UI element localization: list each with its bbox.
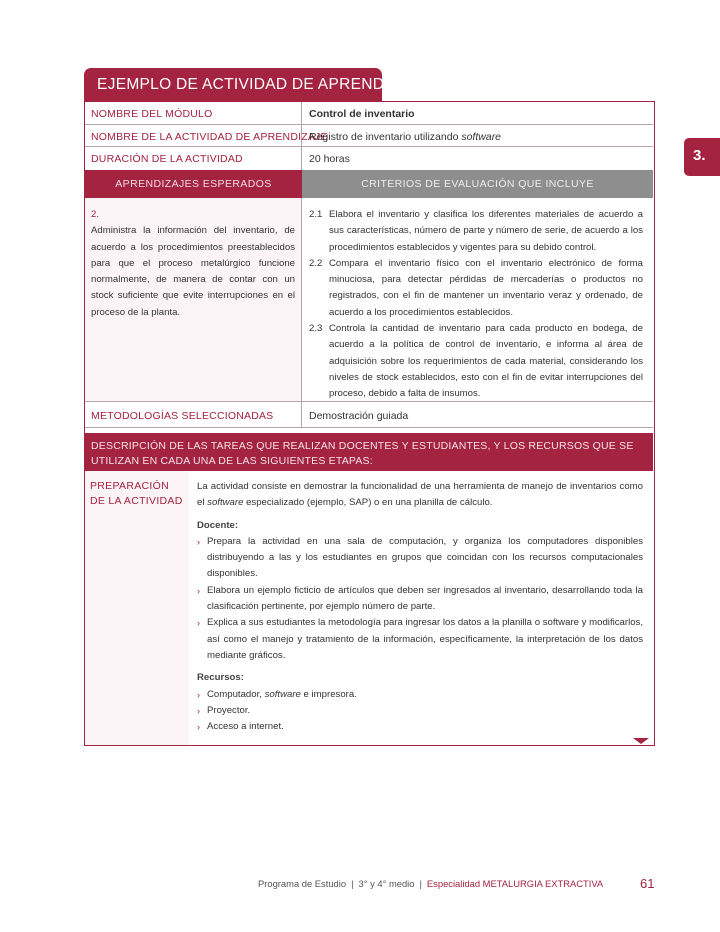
row-activity-name — [85, 125, 653, 147]
header-evaluation-criteria: CRITERIOS DE EVALUACIÓN QUE INCLUYE — [302, 170, 653, 198]
methodology-label: METODOLOGÍAS SELECCIONADAS — [85, 402, 302, 427]
preparation-intro — [197, 479, 643, 512]
methodology-value: Demostración guiada — [309, 410, 409, 422]
criterion-number: 2.2 — [309, 257, 323, 269]
bullet-icon: › — [197, 585, 200, 596]
footer-separator: | — [419, 878, 422, 889]
page-footer — [258, 878, 658, 894]
row-module-name — [85, 102, 653, 125]
criterion-item — [309, 256, 643, 321]
docente-item-text: Prepara la actividad en una sala de computación, y organiza los computadores disponibles distribuyendo a las y los estudiantes en grupos que coincidan con los recursos computacionales disponibles. — [207, 535, 643, 580]
preparation-content — [189, 471, 653, 745]
recurso-text: Computador, — [207, 688, 265, 700]
activity-table — [84, 101, 655, 746]
recurso-item — [197, 719, 643, 735]
page-number: 61 — [640, 876, 655, 891]
module-name-value: Control de inventario — [309, 108, 415, 120]
criteria-list — [302, 198, 653, 401]
intro-italic: software — [207, 497, 244, 509]
docente-item — [197, 534, 643, 583]
docente-item — [197, 583, 643, 616]
recursos-title: Recursos: — [197, 672, 244, 684]
continue-triangle-icon — [633, 738, 649, 744]
recurso-item-text — [207, 687, 643, 703]
activity-name-text: Registro de inventario utilizando — [309, 131, 462, 143]
recurso-item-text: Proyector. — [207, 704, 251, 716]
header-learning-outcomes: APRENDIZAJES ESPERADOS — [85, 170, 302, 198]
intro-text-end: especializado (ejemplo, SAP) o en una planilla de cálculo. — [243, 497, 493, 509]
recurso-italic: software — [264, 688, 301, 700]
activity-name-italic: software — [461, 131, 502, 143]
criterion-number: 2.3 — [309, 323, 323, 335]
activity-name-value — [302, 125, 653, 146]
bullet-icon: › — [197, 722, 200, 733]
row-methodology — [85, 402, 653, 428]
preparation-label: PREPARACIÓN DE LA ACTIVIDAD — [85, 471, 189, 745]
criterion-text: Elabora el inventario y clasifica los diferentes materiales de acuerdo a sus características, número de parte y número de serie, de acuerdo a los procedimientos establecidos y vigentes para su debido control. — [329, 209, 643, 253]
criterion-item — [309, 321, 643, 402]
activity-title: EJEMPLO DE ACTIVIDAD DE APRENDIZAJE — [84, 68, 382, 102]
section-headers — [85, 170, 653, 198]
learning-content-row — [85, 198, 653, 402]
bullet-icon: › — [197, 705, 200, 716]
recurso-text-end: e impresora. — [300, 688, 357, 700]
docente-title: Docente: — [197, 519, 239, 531]
learning-outcome-text: Administra la información del inventario, de acuerdo a los procedimientos preestablecidos para que el proceso metalúrgico funcione normalmente, de manera de contar con un stock suficiente que evite interrupciones en el proceso de la planta. — [91, 225, 295, 318]
tasks-description-header: DESCRIPCIÓN DE LAS TAREAS QUE REALIZAN DOCENTES Y ESTUDIANTES, Y LOS RECURSOS QUE SE UTILIZAN EN CADA UNA DE LAS SIGUIENTES ETAPAS: — [85, 433, 653, 471]
docente-item — [197, 615, 643, 664]
row-duration — [85, 147, 653, 170]
duration-label: DURACIÓN DE LA ACTIVIDAD — [85, 147, 302, 170]
bullet-icon: › — [197, 536, 200, 547]
criterion-item — [309, 207, 643, 256]
footer-separator: | — [351, 878, 354, 889]
module-name-label: NOMBRE DEL MÓDULO — [85, 102, 302, 124]
duration-value: 20 horas — [309, 153, 350, 165]
bullet-icon: › — [197, 618, 200, 629]
footer-level: 3° y 4° medio — [358, 878, 415, 889]
learning-outcome-number: 2. — [91, 209, 100, 220]
docente-item-text: Explica a sus estudiantes la metodología para ingresar los datos a la planilla o software y modificarlos, así como el manejo y tratamiento de la información, específicamente, la interpretación de los datos mediante gráficos. — [207, 617, 643, 661]
preparation-row — [85, 471, 653, 745]
chapter-tab: 3. — [684, 138, 720, 176]
bullet-icon: › — [197, 689, 200, 700]
criterion-number: 2.1 — [309, 209, 323, 220]
recurso-item — [197, 687, 643, 703]
activity-name-label: NOMBRE DE LA ACTIVIDAD DE APRENDIZAJE — [85, 125, 302, 146]
docente-item-text: Elabora un ejemplo ficticio de artículos que deben ser ingresados al inventario, desarrollando toda la clasificación pertinente, por ejemplo número de parte. — [207, 584, 643, 613]
recurso-item-text: Acceso a internet. — [207, 721, 284, 733]
intro-text: La actividad consiste en demostrar la funcionalidad de una herramienta de manejo de inventarios como el — [197, 481, 643, 509]
recurso-item — [197, 703, 643, 719]
footer-specialty: Especialidad METALURGIA EXTRACTIVA — [426, 878, 604, 889]
criterion-text: Controla la cantidad de inventario para cada producto en bodega, de acuerdo a la política de control de inventario, e informa al área de adquisición sobre los requerimientos de cada material, considerando los niveles de stock establecidos, esto con el fin de evitar interrupciones del proceso, debido a falta de insumos. — [329, 323, 643, 400]
criterion-text: Compara el inventario físico con el inventario electrónico de forma minuciosa, para detectar pérdidas de mercaderías o productos no registrados, con el fin de mantener un inventario veraz y ordenado, de acuerdo a los procedimientos establecidos. — [329, 257, 643, 318]
footer-program: Programa de Estudio — [258, 878, 347, 889]
learning-outcome — [85, 198, 302, 401]
